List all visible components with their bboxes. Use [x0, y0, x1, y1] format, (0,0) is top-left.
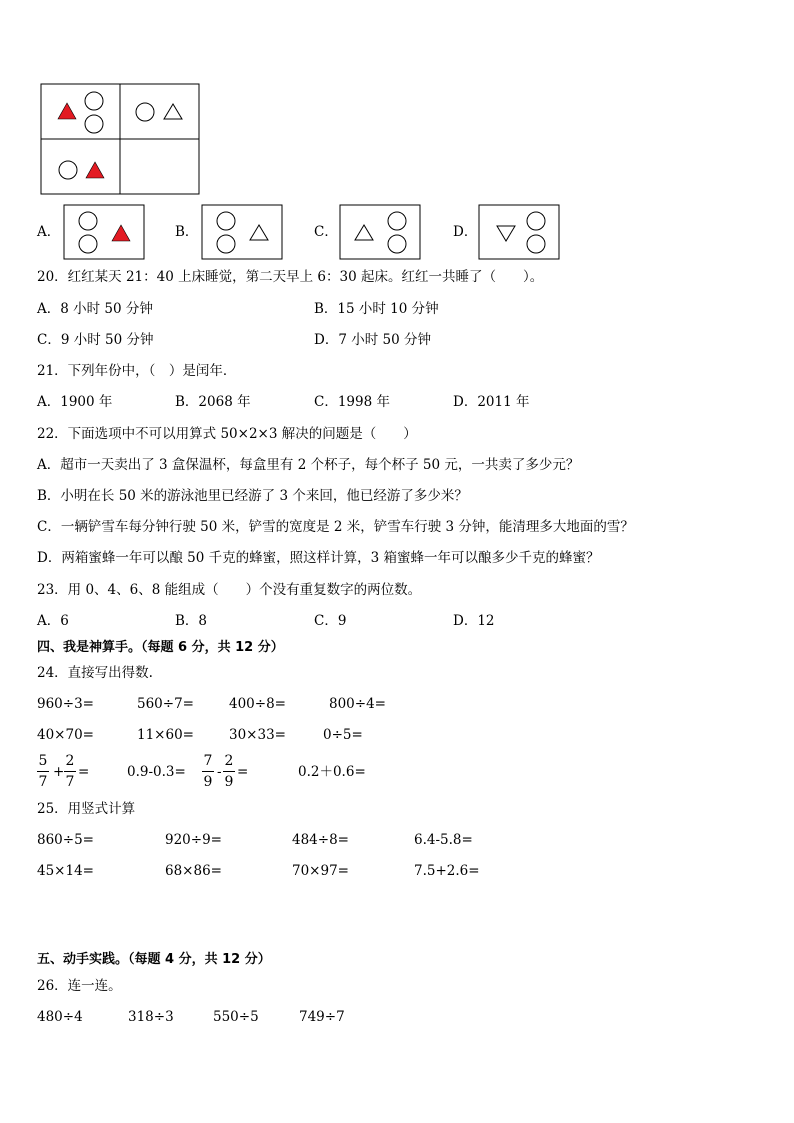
q25-r2-item3: 70×97= — [292, 863, 349, 879]
q26-item-2[interactable]: 318÷3 — [128, 1009, 174, 1025]
fraction-7-9: 7 9 — [203, 753, 213, 790]
plus-sign: + — [53, 764, 65, 780]
q21-option-c[interactable]: C．1998 年 — [314, 394, 390, 410]
red-triangle-icon — [86, 162, 104, 178]
q24-r3-item2: 0.9-0.3= — [127, 764, 186, 780]
q24-r1-item2: 560÷7= — [137, 696, 194, 712]
triangle-outline-icon — [164, 104, 182, 119]
q24-r2-item3: 30×33= — [229, 727, 286, 743]
circle-icon — [388, 212, 406, 230]
q22-option-a[interactable]: A．超市一天卖出了 3 盒保温杯，每盒里有 2 个杯子，每个杯子 50 元，一共卖了多少元？ — [37, 457, 580, 473]
q20-option-b[interactable]: B．15 小时 10 分钟 — [314, 301, 439, 317]
option-d-label[interactable]: D． — [453, 224, 478, 240]
q20-stem: 20．红红某天 21：40 上床睡觉，第二天早上 6：30 起床。红红一共睡了（ ）。 — [37, 269, 544, 285]
equals-sign: = — [237, 764, 249, 780]
q24-r1-item1: 960÷3= — [37, 696, 94, 712]
option-c-box[interactable] — [340, 205, 420, 259]
red-triangle-icon — [58, 103, 76, 119]
q24-stem: 24．直接写出得数. — [37, 665, 153, 681]
q23-option-c[interactable]: C．9 — [314, 613, 347, 629]
option-b-box[interactable] — [202, 205, 282, 259]
q21-option-b[interactable]: B．2068 年 — [175, 394, 251, 410]
circle-icon — [388, 235, 406, 253]
q25-r1-item3: 484÷8= — [292, 832, 349, 848]
q26-item-1[interactable]: 480÷4 — [37, 1009, 83, 1025]
fraction-5-7: 5 7 — [38, 753, 48, 790]
q22-stem: 22．下面选项中不可以用算式 50×2×3 解决的问题是（ ） — [37, 426, 417, 442]
q24-r2-item1: 40×70= — [37, 727, 94, 743]
circle-icon — [85, 92, 103, 110]
q21-option-d[interactable]: D．2011 年 — [453, 394, 530, 410]
q25-r2-item2: 68×86= — [165, 863, 222, 879]
section-4-title: 四、我是神算手。（每题 6 分，共 12 分） — [37, 640, 284, 655]
q25-r1-item4: 6.4-5.8= — [414, 832, 473, 848]
fraction-2-9: 2 9 — [224, 753, 234, 790]
q26-item-3[interactable]: 550÷5 — [213, 1009, 259, 1025]
q24-r1-item4: 800÷4= — [329, 696, 386, 712]
q24-r2-item2: 11×60= — [137, 727, 194, 743]
q22-option-d[interactable]: D．两箱蜜蜂一年可以酿 50 千克的蜂蜜，照这样计算，3 箱蜜蜂一年可以酿多少千克的蜂蜜？ — [37, 550, 600, 566]
q26-item-4[interactable]: 749÷7 — [299, 1009, 345, 1025]
option-d-box[interactable] — [479, 205, 559, 259]
q20-option-d[interactable]: D．7 小时 50 分钟 — [314, 332, 431, 348]
q20-option-c[interactable]: C．9 小时 50 分钟 — [37, 332, 154, 348]
circle-icon — [59, 161, 77, 179]
circle-icon — [217, 235, 235, 253]
minus-sign: - — [217, 764, 222, 780]
circle-icon — [79, 212, 97, 230]
q25-r1-item1: 860÷5= — [37, 832, 94, 848]
q23-stem: 23．用 0、4、6、8 能组成（ ）个没有重复数字的两位数。 — [37, 582, 422, 598]
option-c-label[interactable]: C． — [314, 224, 338, 240]
fraction-2-7: 2 7 — [65, 753, 75, 790]
q25-stem: 25．用竖式计算 — [37, 801, 136, 817]
q20-option-a[interactable]: A．8 小时 50 分钟 — [37, 301, 153, 317]
q23-option-d[interactable]: D．12 — [453, 613, 495, 629]
option-a-box[interactable] — [64, 205, 144, 259]
pattern-grid — [0, 0, 794, 270]
triangle-outline-icon — [250, 225, 268, 240]
q26-stem: 26．连一连。 — [37, 978, 122, 994]
q24-r1-item3: 400÷8= — [229, 696, 286, 712]
q25-r2-item4: 7.5+2.6= — [414, 863, 480, 879]
q23-option-a[interactable]: A．6 — [37, 613, 69, 629]
circle-icon — [136, 103, 154, 121]
inverted-triangle-icon — [497, 226, 515, 241]
q25-r2-item1: 45×14= — [37, 863, 94, 879]
q25-r1-item2: 920÷9= — [165, 832, 222, 848]
equals-sign: = — [78, 764, 90, 780]
circle-icon — [527, 212, 545, 230]
section-5-title: 五、动手实践。（每题 4 分，共 12 分） — [37, 952, 271, 967]
q23-option-b[interactable]: B．8 — [175, 613, 208, 629]
q24-r2-item4: 0÷5= — [323, 727, 363, 743]
q22-option-c[interactable]: C．一辆铲雪车每分钟行驶 50 米，铲雪的宽度是 2 米，铲雪车行驶 3 分钟，能清理多大地面的雪？ — [37, 519, 634, 535]
q21-stem: 21．下列年份中，（ ）是闰年． — [37, 363, 237, 379]
circle-icon — [217, 212, 235, 230]
circle-icon — [85, 115, 103, 133]
option-a-label[interactable]: A． — [37, 224, 61, 240]
circle-icon — [79, 235, 97, 253]
option-b-label[interactable]: B． — [175, 224, 199, 240]
q24-r3-item4: 0.2＋0.6= — [298, 764, 366, 780]
triangle-outline-icon — [355, 225, 373, 240]
q21-option-a[interactable]: A．1900 年 — [37, 394, 113, 410]
q22-option-b[interactable]: B．小明在长 50 米的游泳池里已经游了 3 个来回，他已经游了多少米？ — [37, 488, 468, 504]
red-triangle-icon — [112, 225, 130, 241]
circle-icon — [527, 235, 545, 253]
